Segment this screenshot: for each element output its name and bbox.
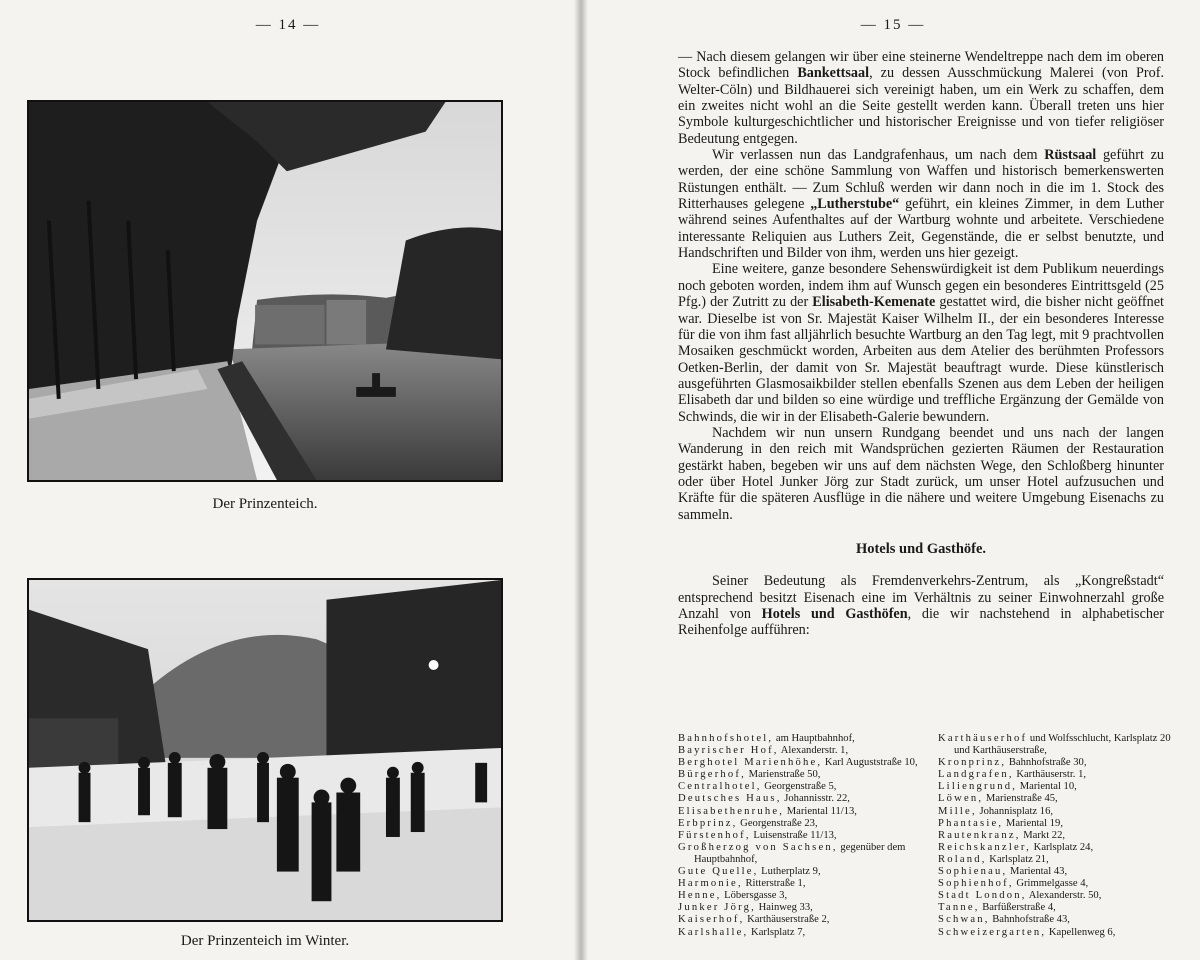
list-item: Schwan, Bahnhofstraße 43, — [938, 914, 1070, 926]
list-item: Elisabethenruhe, Mariental 11/13, — [678, 805, 857, 817]
list-item: Karthäuserhof und Wolfsschlucht, Karlsplatz 20 und Karthäuserstraße, — [938, 733, 1171, 757]
list-item: Harmonie, Ritterstraße 1, — [678, 878, 806, 890]
photo-prinzenteich — [27, 100, 503, 482]
page-number-left: — 14 — — [255, 17, 321, 33]
list-item: Reichskanzler, Karlsplatz 24, — [938, 841, 1094, 853]
list-item: Sophienau, Mariental 43, — [938, 866, 1068, 878]
left-page — [0, 0, 576, 960]
list-item: Sophienhof, Grimmelgasse 4, — [938, 878, 1089, 890]
list-item: Löwen, Marienstraße 45, — [938, 793, 1058, 805]
list-item: Landgrafen, Karthäuserstr. 1, — [938, 769, 1087, 781]
hotel-list-column-1 — [678, 733, 918, 939]
list-item: Bürgerhof, Marienstraße 50, — [678, 769, 821, 781]
list-item: Tanne, Barfüßerstraße 4, — [938, 902, 1056, 914]
paragraph-bankettsaal: — Nach diesem gelangen wir über eine steinerne Wendeltreppe nach dem im oberen Stock befindlichen Bankettsaal, zu dessen Ausschmückung Malerei (von Prof. Welter-Cöln) und Bildhauerei sich vereinigt haben, um ein Werk zu schaffen, dem ein zweites nicht wohl an die Seite gestellt werden kann. Überall treten uns hier Symbole kulturgeschichtlicher und historischer Ereignisse und von tiefer religiöser Bedeutung entgegen. — [678, 49, 1164, 147]
list-item: Fürstenhof, Luisenstraße 11/13, — [678, 829, 837, 841]
list-item: Kaiserhof, Karthäuserstraße 2, — [678, 914, 830, 926]
list-item: Gute Quelle, Lutherplatz 9, — [678, 866, 821, 878]
list-item: Phantasie, Mariental 19, — [938, 817, 1063, 829]
photo-prinzenteich-winter — [27, 578, 503, 922]
hotel-list-column-2 — [938, 733, 1188, 939]
list-item: Schweizergarten, Kapellenweg 6, — [938, 926, 1116, 938]
list-item: Erbprinz, Georgenstraße 23, — [678, 817, 818, 829]
caption-prinzenteich: Der Prinzenteich. — [212, 496, 318, 512]
list-item: Bayrischer Hof, Alexanderstr. 1, — [678, 745, 849, 757]
list-item: Henne, Löbersgasse 3, — [678, 890, 788, 902]
paragraph-rundgang: Nachdem wir nun unsern Rundgang beendet und uns nach der langen Wanderung in den reich mit Wandsprüchen gezierten Räumen der Restauration gestärkt haben, begeben wir uns auf dem nächsten Wege, den Schloßberg hinunter oder über Hotel Junker Jörg zur Stadt zurück, um unser Hotel aufzusuchen und Kräfte für die späteren Ausflüge in die nähere und weitere Umgebung Eisenachs zu sammeln. — [678, 424, 1164, 523]
list-item: Bahnhofshotel, am Hauptbahnhof, — [678, 733, 855, 744]
paragraph-hotels-intro: Seiner Bedeutung als Fremdenverkehrs-Zentrum, als „Kongreßstadt“ entsprechend besitzt Eisenach eine im Verhältnis zu seiner Einwohnerzahl große Anzahl von Hotels und Gasthöfen, die wir nachstehend in alphabetischer Reihenfolge aufführen: — [678, 573, 1164, 639]
paragraph-ruestsaal: Wir verlassen nun das Landgrafenhaus, um nach dem Rüstsaal geführt zu werden, der eine schöne Sammlung von Waffen und historisch bemerkenswerten Rüstungen enthält. — Zum Schluß werden wir dann noch in die im 1. Stock des Ritterhauses gelegene „Lutherstube“ geführt, ein kleines Zimmer, in dem Luther während seines Aufenthaltes auf der Wartburg wohnte und arbeitete. Verschiedene interessante Reliquien aus Luthers Zeit, Gegenstände, die er selbst benutzte, und Handschriften und Bilder von ihm, werden uns hier gezeigt. — [678, 147, 1164, 262]
list-item: Deutsches Haus, Johannisstr. 22, — [678, 793, 850, 805]
caption-prinzenteich-winter: Der Prinzenteich im Winter. — [180, 933, 350, 949]
list-item: Roland, Karlsplatz 21, — [938, 853, 1049, 865]
list-item: Kronprinz, Bahnhofstraße 30, — [938, 757, 1087, 769]
paragraph-elisabeth-kemenate: Eine weitere, ganze besondere Sehenswürdigkeit ist dem Publikum neuerdings noch geboten worden, indem ihm auf Wunsch gegen ein besonderes Eintrittsgeld (25 Pfg.) der Zutritt zu der Elisabeth-Kemenate gestattet wird, die bisher nicht geöffnet war. Dieselbe ist von Sr. Majestät Kaiser Wilhelm II., der ein besonderes Interesse für die von ihm fast alljährlich besuchte Wartburg an den Tag legt, mit 9 prachtvollen Mosaiken geschmückt worden, Arbeiten aus dem Atelier des berühmten Professors Oetken-Berlin, der damit von Sr. Majestät beauftragt wurde. Diese künstlerisch ausgeführten Glasmosaikbilder stellen ebenfalls Szenen aus dem Leben der heiligen Elisabeth dar und bilden so eine würdige und treffliche Ergänzung der Gemälde von Schwinds, die wir in der Elisabeth-Galerie bewundern. — [678, 261, 1164, 425]
list-item: Großherzog von Sachsen, gegenüber dem Hauptbahnhof, — [678, 841, 906, 865]
section-heading-hotels: Hotels und Gasthöfe. — [855, 540, 987, 557]
list-item: Liliengrund, Mariental 10, — [938, 781, 1077, 793]
right-page-text — [678, 49, 1164, 639]
list-item: Mille, Johannisplatz 16, — [938, 805, 1054, 817]
list-item: Berghotel Marienhöhe, Karl Auguststraße 10, — [678, 757, 918, 769]
list-item: Rautenkranz, Markt 22, — [938, 829, 1066, 841]
page-number-right: — 15 — — [860, 17, 926, 33]
list-item: Stadt London, Alexanderstr. 50, — [938, 890, 1102, 902]
list-item: Centralhotel, Georgenstraße 5, — [678, 781, 837, 793]
list-item: Junker Jörg, Hainweg 33, — [678, 902, 813, 914]
list-item: Karlshalle, Karlsplatz 7, — [678, 926, 806, 938]
